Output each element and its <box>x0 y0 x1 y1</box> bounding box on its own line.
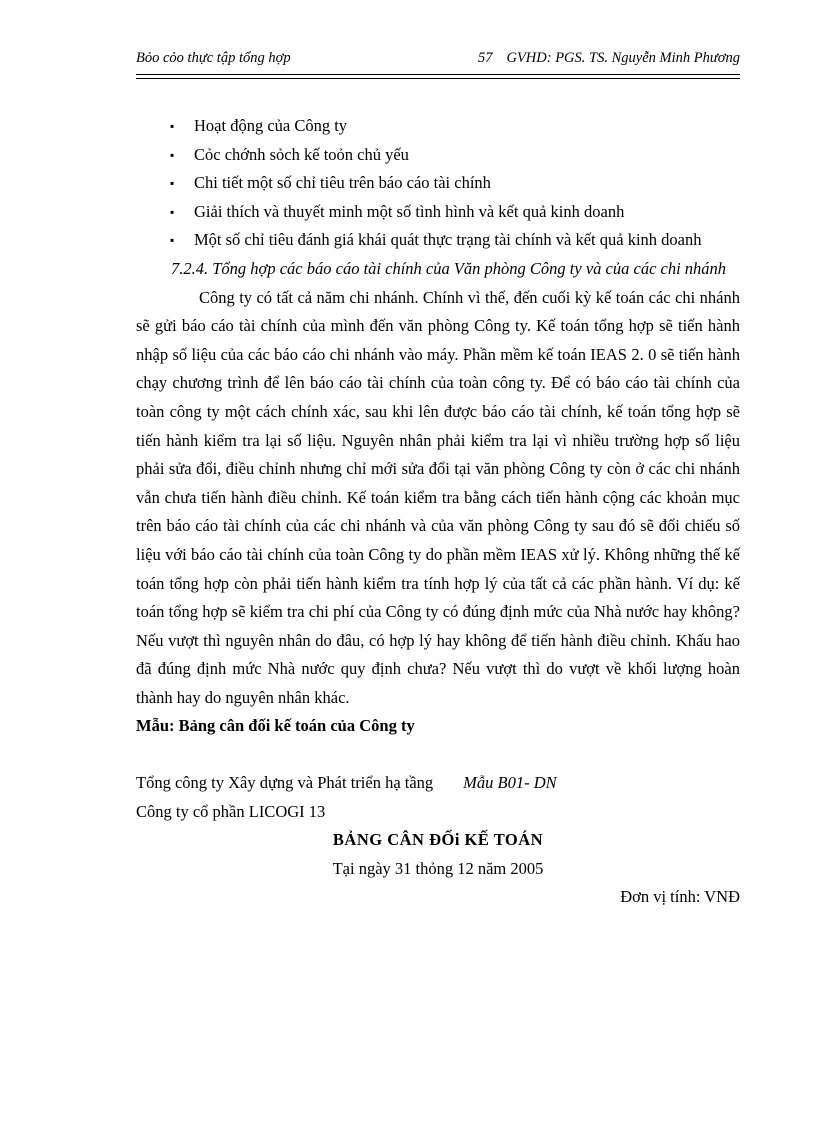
list-item-text: Một số chỉ tiêu đánh giá khái quát thực trạng tài chính và kết quả kinh doanh <box>194 230 702 250</box>
list-item-text: Giải thích và thuyết minh một số tình hình và kết quả kinh doanh <box>194 201 625 221</box>
report-title: BẢNG CÂN ĐỐi KẾ TOÁN <box>332 830 544 850</box>
list-item <box>136 226 740 255</box>
currency-unit: Đơn vị tính: VNĐ <box>620 887 740 907</box>
list-item <box>136 169 740 198</box>
bullet-list <box>136 112 740 255</box>
page-number: 57 <box>477 50 493 66</box>
list-item <box>136 198 740 227</box>
form-code: Mẫu B01- DN <box>463 773 557 793</box>
header-rule-thin <box>136 78 740 79</box>
header-supervisor: GVHD: PGS. TS. Nguyễn Minh Phương <box>506 50 740 66</box>
spacer <box>136 741 740 769</box>
list-item-text: Chi tiết một số chỉ tiêu trên báo cáo tài chính <box>194 173 491 193</box>
list-item-text: Cỏc chớnh sỏch kế toỏn chủ yếu <box>194 144 409 164</box>
body-paragraph: Công ty có tất cả năm chi nhánh. Chính vì thế, đến cuối kỳ kế toán các chi nhánh sẽ gửi báo cáo tài chính của mình đến văn phòng Công ty. Kế toán tổng hợp sẽ tiến hành nhập số liệu của các báo cáo chi nhánh vào máy. Phần mềm kế toán IEAS 2. 0 sẽ tiến hành chạy chương trình để lên báo cáo tài chính của toàn công ty. Để có báo cáo tài chính của toàn công ty một cách chính xác, sau khi lên được báo cáo tài chính, kế toán tổng hợp sẽ tiến hành kiểm tra lại số liệu. Nguyên nhân phải kiểm tra lại vì nhiều trường hợp số liệu phải sửa đổi, điều chỉnh nhưng chỉ mới sửa đổi tại văn phòng Công ty còn ở các chi nhánh vẫn chưa tiến hành điều chỉnh. Kế toán kiểm tra bằng cách tiến hành cộng các khoản mục trên báo cáo tài chính của các chi nhánh và của văn phòng Công ty sau đó sẽ đối chiếu số liệu với báo cáo tài chính của toàn Công ty do phần mềm IEAS xử lý. Không những thế kế toán tổng hợp còn phải tiến hành kiểm tra tính hợp lý của tất cả các phần hành. Ví dụ: kế toán tổng hợp sẽ kiểm tra chi phí của Công ty có đúng định mức của Nhà nước hay không? Nếu vượt thì nguyên nhân do đâu, có hợp lý hay không để tiến hành điều chỉnh. Khấu hao đã đúng định mức Nhà nước quy định chưa? Nếu vượt thì do vượt về khối lượng hoàn thành hay do nguyên nhân khác. <box>136 287 740 707</box>
list-item <box>136 112 740 141</box>
sample-label: Mẫu: Bảng cân đối kế toán của Công ty <box>136 716 415 736</box>
list-item <box>136 141 740 170</box>
bullet-icon: ▪ <box>170 204 175 219</box>
page-header <box>136 50 740 70</box>
header-report-title: Bỏo cỏo thực tập tổng hợp <box>136 50 291 66</box>
list-item-text: Hoạt động của Công ty <box>194 116 348 135</box>
company-name: Công ty cổ phần LICOGI 13 <box>136 801 326 821</box>
page-body <box>136 112 740 912</box>
org-line <box>136 769 740 798</box>
bullet-icon: ▪ <box>170 176 175 191</box>
bullet-icon: ▪ <box>170 147 175 162</box>
bullet-icon: ▪ <box>170 233 175 248</box>
header-right-group <box>478 50 740 67</box>
parent-company: Tổng công ty Xây dựng và Phát triển hạ tầng <box>136 773 434 793</box>
bullet-icon: ▪ <box>170 119 175 133</box>
report-date: Tại ngày 31 thỏng 12 năm 2005 <box>332 858 544 878</box>
header-rule-thick <box>136 74 740 75</box>
section-heading: 7.2.4. Tổng hợp các báo cáo tài chính của Văn phòng Công ty và của các chi nhánh <box>171 258 727 278</box>
